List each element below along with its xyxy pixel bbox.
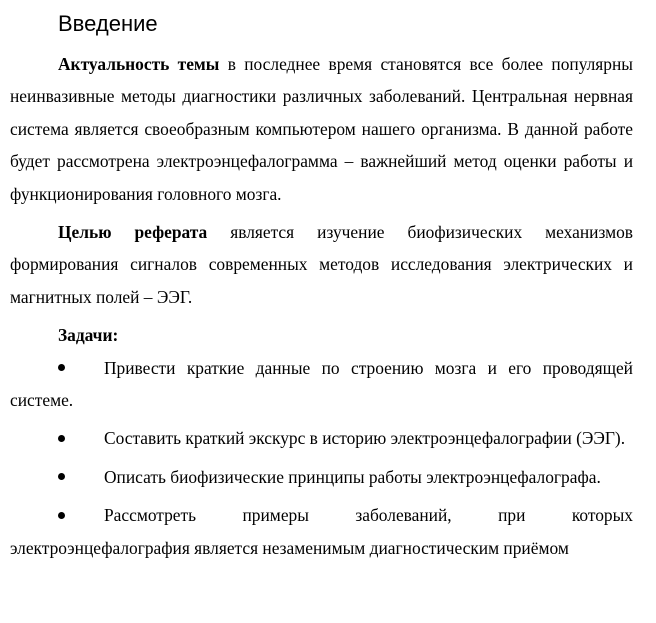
task-text: Привести краткие данные по строению мозга и его проводящей системе.: [10, 357, 633, 411]
task-text: Составить краткий экскурс в историю электроэнцефалографии (ЭЭГ).: [104, 428, 626, 449]
task-item: [10, 352, 633, 417]
relevance-text: в последнее время становятся все более популярны неинвазивные методы диагностики различных заболеваний. Центральная нервная система является своеобразным компьютером нашего организма. В данной работе будет рассмотрена электроэнцефалограмма – важнейший метод оценки работы и функционирования головного мозга.: [10, 54, 633, 204]
tasks-heading: Задачи:: [58, 325, 119, 346]
task-text: Описать биофизические принципы работы электроэнцефалографа.: [104, 466, 601, 487]
task-item: [10, 499, 633, 564]
bullet-icon: [58, 422, 104, 454]
task-item: [10, 461, 633, 493]
task-item: [10, 422, 633, 454]
bullet-icon: [58, 352, 104, 384]
bullet-icon: [58, 461, 104, 493]
goal-paragraph: [10, 216, 633, 313]
goal-lead: Целью реферата: [58, 222, 208, 243]
bullet-icon: [58, 499, 104, 531]
task-text: Рассмотреть примеры заболеваний, при которых электроэнцефалография является незаменимым диагностическим приёмом: [10, 505, 633, 558]
document-page: [10, 0, 633, 564]
goal-text: является изучение биофизических механизмов формирования сигналов современных методов исследования электрических и магнитных полей – ЭЭГ.: [10, 222, 633, 307]
relevance-lead: Актуальность темы: [58, 54, 220, 74]
heading: Введение: [58, 11, 158, 36]
relevance-paragraph: [10, 48, 633, 210]
